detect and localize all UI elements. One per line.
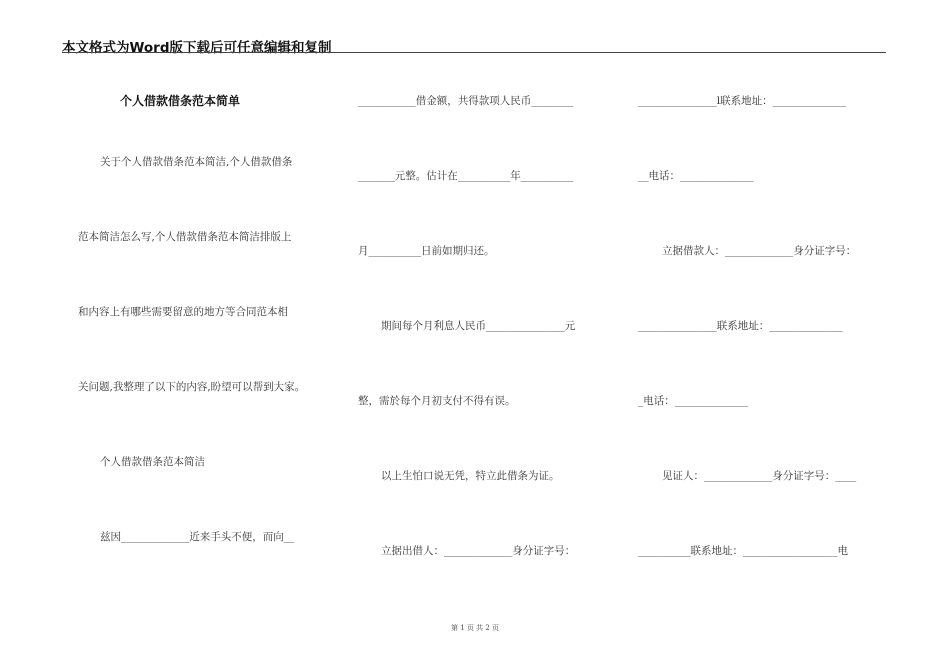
header-divider [62,52,886,53]
col3-line-2: __电话：______________ [638,170,754,182]
col3-line-4: _______________联系地址：______________ [638,320,843,332]
col2-line-4: 期间每个月利息人民币_______________元 [381,320,576,332]
col1-line-2: 范本简洁怎么写,个人借款借条范本简洁排版上 [78,231,292,243]
col2-line-7: 立据出借人：_____________身分证字号： [381,545,576,557]
document-title: 个人借款借条范本简单 [120,94,241,108]
col3-line-3: 立据借款人：_____________身分证字号： [662,245,857,257]
col2-line-5: 整，需於每个月初支付不得有误。 [358,395,516,407]
col1-line-1: 关于个人借款借条范本简洁,个人借款借条 [100,156,293,168]
col2-line-3: 月__________日前如期归还。 [358,245,495,257]
document-banner: 本文格式为Word版下载后可任意编辑和复制 [62,40,332,56]
col1-line-3: 和内容上有哪些需要留意的地方等合同范本相 [78,306,288,318]
col2-line-2: _______元整。估计在__________年__________ [358,170,574,182]
col3-line-7: __________联系地址：__________________电 [638,545,848,557]
page-indicator: 第 1 页 共 2 页 [450,624,500,632]
col3-line-5: _电话：______________ [638,395,749,407]
col3-line-6: 见证人：_____________身分证字号：____ [662,470,857,482]
col1-line-5: 个人借款借条范本简洁 [100,456,205,468]
col2-line-6: 以上生怕口说无凭，特立此借条为证。 [381,470,560,482]
col1-line-4: 关问题,我整理了以下的内容,盼望可以帮到大家。 [78,381,306,393]
col2-line-1: ___________借金额，共得款项人民币________ [358,95,574,107]
col3-line-1: _______________l联系地址：______________ [638,95,847,107]
col1-line-6: 兹因_____________近来手头不便，而向__ [100,531,295,543]
